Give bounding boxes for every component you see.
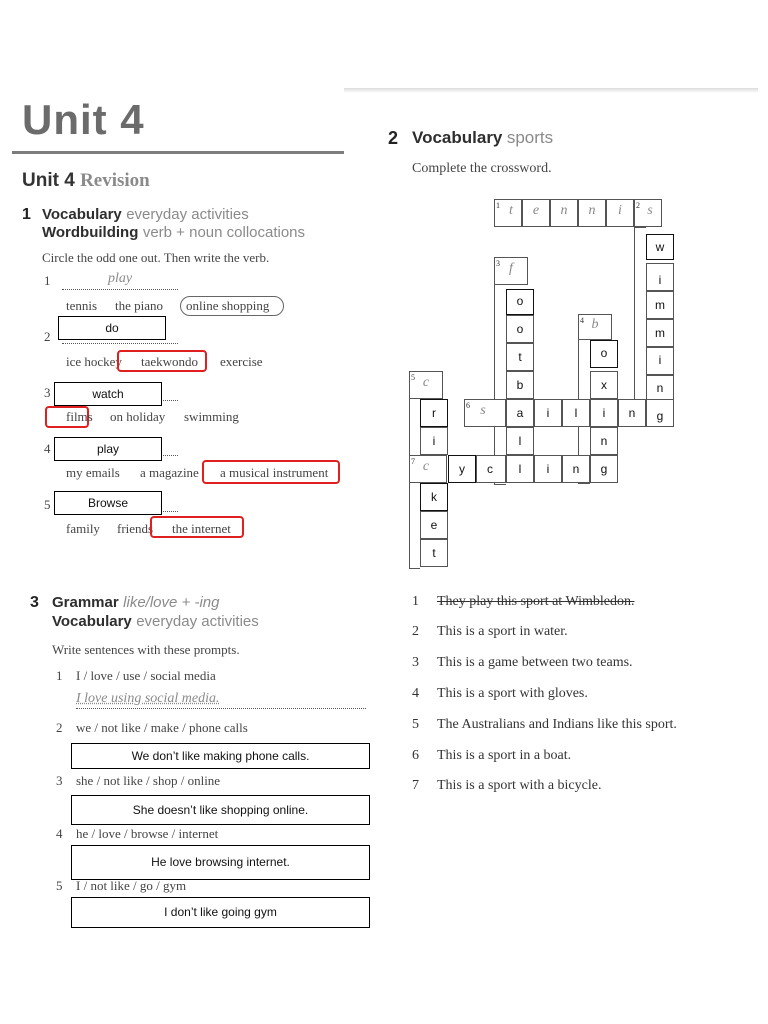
section-3-title: Grammar [52,594,119,611]
clue-number-label: 4 [580,316,584,325]
filled-letter: n [628,406,636,420]
printed-letter: e [532,203,540,218]
section-1-subtitle: everyday activities [126,206,249,223]
word-option: family [66,521,100,536]
filled-letter: i [432,434,436,448]
printed-letter: c [422,375,430,390]
section-1-number: 1 [22,206,31,223]
example-answer: I love using social media. [76,691,220,706]
example-answer: play [108,271,133,286]
clue-number-label: 7 [411,457,415,466]
revision-heading [22,170,150,192]
printed-letter: s [647,203,653,218]
filled-letter: n [572,462,580,476]
filled-letter: r [432,406,436,420]
clue-number-label: 5 [411,373,415,382]
filled-letter: m [655,326,665,340]
item-number: 4 [44,441,51,456]
filled-letter: o [516,294,524,308]
answer-box[interactable]: I don’t like going gym [71,897,370,928]
answer-box[interactable]: She doesn’t like shopping online. [71,795,370,825]
printed-letter: t [509,203,513,218]
section-1-subtitle-2: verb + noun collocations [142,224,306,241]
revision-prefix: Unit 4 [22,170,75,191]
filled-letter: n [656,381,664,395]
item-number: 2 [44,329,51,344]
clue-number-label: 1 [496,201,500,210]
section-3-subtitle-2: everyday activities [136,613,259,630]
item-number: 1 [56,668,63,683]
printed-letter: n [588,203,596,218]
item-number: 5 [44,497,51,512]
answer-box[interactable]: We don’t like making phone calls. [71,743,370,769]
word-option: films [66,409,93,424]
section-2-number: 2 [388,128,399,148]
answer-box[interactable]: do [58,316,166,340]
crossword-shadow [634,227,646,427]
answer-line [62,288,178,290]
answer-box[interactable]: watch [54,382,162,406]
word-option: swimming [184,409,239,424]
clue-text: This is a game between two teams. [437,655,633,670]
section-1-instruction: Circle the odd one out. Then write the verb. [42,250,270,265]
filled-letter: g [656,409,664,423]
answer-line [62,342,178,344]
printed-letter: n [560,203,568,218]
clue-text: They play this sport at Wimbledon. [437,594,635,609]
prompt: he / love / browse / internet [76,826,219,841]
item-number: 5 [56,878,63,893]
clue-number-label: 2 [636,201,640,210]
word-option: online shopping [186,298,270,313]
word-option: ice hockey [66,354,122,369]
filled-letter: m [655,298,665,312]
item-number: 3 [44,385,51,400]
section-3-title-2: Vocabulary [52,613,132,630]
clue-text: This is a sport with a bicycle. [437,778,602,793]
word-option: the piano [115,298,164,313]
item-number: 4 [56,826,63,841]
printed-letter: i [618,203,622,218]
filled-letter: c [487,462,493,476]
filled-letter: i [602,406,606,420]
filled-letter: n [600,434,608,448]
section-3-heading [52,594,219,612]
filled-letter: w [655,240,665,254]
section-2-instruction: Complete the crossword. [412,161,552,176]
word-option: a musical instrument [220,465,329,480]
filled-letter: t [432,546,436,560]
filled-letter: k [431,490,437,504]
clue-text: This is a sport in water. [437,624,568,639]
filled-letter: x [601,378,607,392]
section-1-heading [42,206,249,224]
clue-number: 2 [412,624,419,639]
clue-number-label: 3 [496,259,500,268]
section-1-title: Vocabulary [42,206,122,223]
clue-number: 6 [412,748,419,763]
prompt: we / not like / make / phone calls [76,720,248,735]
section-3-heading-2 [52,613,259,631]
filled-letter: i [658,273,662,287]
unit-title: Unit 4 [22,96,145,143]
filled-letter: t [518,350,522,364]
answer-line [76,707,366,709]
revision-word: Revision [80,170,150,191]
clue-number-label: 6 [466,401,470,410]
clue-number: 4 [412,686,419,701]
section-3-number: 3 [30,594,39,611]
crossword-shadow [494,257,506,485]
clue-number: 3 [412,655,419,670]
answer-box[interactable]: play [54,437,162,461]
filled-letter: i [658,353,662,367]
clue-text: The Australians and Indians like this sport. [437,717,677,732]
printed-letter: c [422,459,430,474]
title-divider [12,151,344,154]
filled-letter: e [430,518,438,532]
filled-letter: i [546,462,550,476]
filled-letter: l [574,406,578,420]
section-2-heading [412,128,553,148]
filled-letter: a [516,406,524,420]
clue-text: This is a sport with gloves. [437,686,588,701]
filled-letter: l [518,434,522,448]
section-3-subtitle: like/love + -ing [123,594,220,611]
answer-box[interactable]: He love browsing internet. [71,845,370,880]
word-option: my emails [66,465,120,480]
section-3-instruction: Write sentences with these prompts. [52,642,240,657]
word-option: tennis [66,298,98,313]
section-1-title-2: Wordbuilding [42,224,139,241]
filled-letter: o [600,346,608,360]
answer-box[interactable]: Browse [54,491,162,515]
clue-text: This is a sport in a boat. [437,748,572,763]
section-2-title: Vocabulary [412,128,503,147]
word-option: a magazine [140,465,199,480]
item-number: 1 [44,273,51,288]
prompt: I / love / use / social media [76,668,216,683]
printed-letter: b [591,317,599,332]
clue-number: 1 [412,594,419,609]
word-option: on holiday [110,409,166,424]
word-option: friends [117,521,154,536]
section-1-heading-2 [42,224,305,242]
filled-letter: y [459,462,465,476]
prompt: she / not like / shop / online [76,773,221,788]
prompt: I / not like / go / gym [76,878,187,893]
filled-letter: l [518,462,522,476]
word-option: the internet [172,521,231,536]
printed-letter: s [480,403,486,418]
item-number: 2 [56,720,63,735]
filled-letter: o [516,322,524,336]
page-edge-shadow [344,88,758,93]
word-option: exercise [220,354,263,369]
filled-letter: g [600,462,608,476]
filled-letter: b [516,378,524,392]
item-number: 3 [56,773,63,788]
printed-letter: f [509,261,513,276]
word-option: taekwondo [141,354,199,369]
clue-number: 7 [412,778,419,793]
section-2-subtitle: sports [506,128,554,147]
filled-letter: i [546,406,550,420]
clue-number: 5 [412,717,419,732]
